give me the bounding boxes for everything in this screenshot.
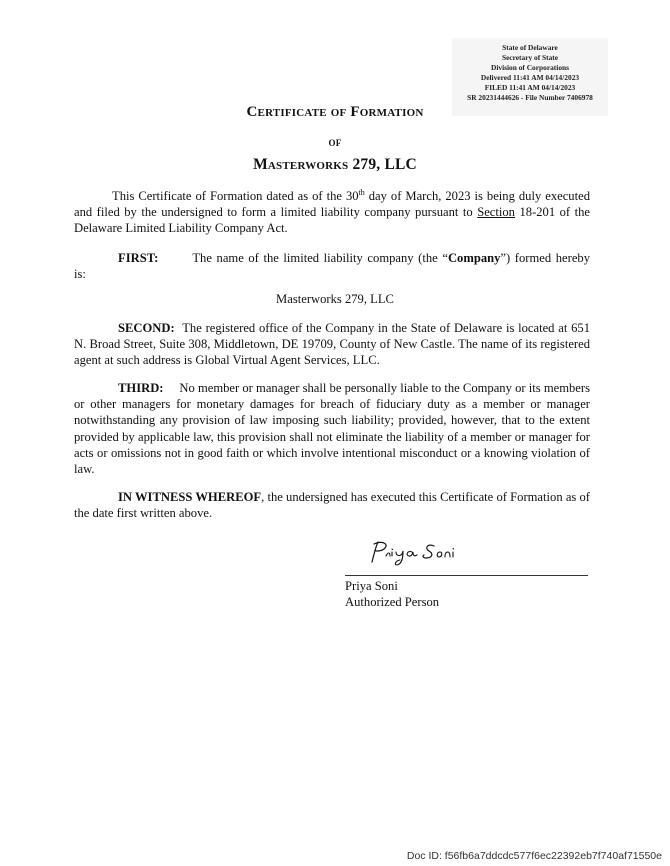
second-label: SECOND: [118, 321, 175, 335]
third-label: THIRD: [118, 381, 164, 395]
stamp-line: Division of Corporations [490, 63, 570, 73]
first-label: FIRST: [118, 251, 159, 265]
company-title: Masterworks 279, LLC [253, 156, 417, 173]
first-text-1: The name of the limited liability company (the “ [192, 251, 448, 265]
signatory-title: Authorized Person [345, 595, 440, 609]
third-article [74, 380, 590, 477]
first-article [74, 250, 590, 282]
first-text-2: ”) formed hereby is: [74, 251, 590, 282]
second-article [74, 320, 590, 369]
witness-text: , the undersigned has executed this Certificate of Formation as of the date first written above. [74, 490, 590, 521]
stamp-line: Delivered 11:41 AM 04/14/2023 [480, 73, 580, 83]
stamp-line: State of Delaware [502, 43, 558, 52]
company-defined-term: Company [447, 251, 501, 265]
ordinal-suffix: th [358, 187, 365, 197]
signature-line [345, 575, 588, 576]
signatory-name: Priya Soni [345, 579, 398, 593]
signatory-block [345, 578, 439, 610]
third-text: No member or manager shall be personally liable to the Company or its members or other managers for monetary damages for breach of fiduciary duty as a member or manager notwithstanding any provision of law imposing such liability; provided, however, that to the extent provided by applicable law, this provision shall not eliminate the liability of a member or manager for acts or omissions not in good faith or which involve intentional misconduct or a knowing violation of law. [74, 381, 590, 477]
section-reference: Section [477, 205, 515, 220]
stamp-line: SR 20231444626 - File Number 7406978 [467, 93, 593, 103]
witness-label: IN WITNESS WHEREOF [118, 490, 262, 504]
intro-text-3: 18-201 of the Delaware Limited Liability Company Act. [74, 205, 591, 236]
intro-text-1: This Certificate of Formation dated as of the 30 [112, 189, 359, 203]
witness-paragraph [74, 489, 590, 521]
second-text: The registered office of the Company in the State of Delaware is located at 651 N. Broad Street, Suite 308, Middletown, DE 19709, County of New Castle. The name of its registered agent at such address is Global Virtual Agent Services, LLC. [74, 321, 590, 368]
handwritten-signature [362, 538, 482, 568]
company-name: Masterworks 279, LLC [276, 292, 394, 306]
stamp-line: Secretary of State [501, 53, 559, 63]
doc-id: Doc ID: f56fb6a7ddcdc577f6ec22392eb7f740af71550e [406, 850, 662, 862]
intro-paragraph [74, 188, 590, 237]
stamp-line: FILED 11:41 AM 04/14/2023 [484, 83, 576, 93]
title-of: of [328, 134, 342, 149]
intro-text-2: day of March, 2023 is being duly executed and filed by the undersigned to form a limited liability company pursuant to [74, 189, 590, 220]
document-title: Certificate of Formation [246, 104, 424, 120]
